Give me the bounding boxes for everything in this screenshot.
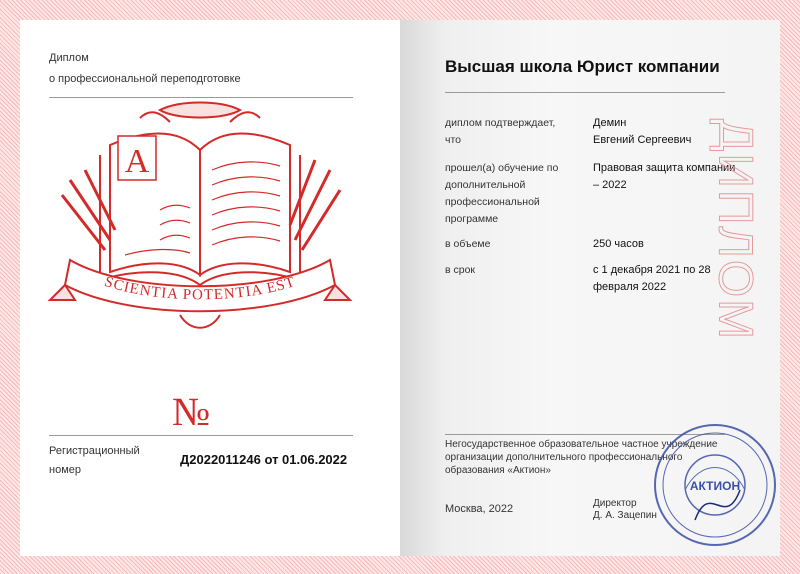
row-value: Демин [593, 117, 627, 129]
organization-line2: организации дополнительного профессионального [445, 452, 683, 463]
registration-number: Д2022011246 от 01.06.2022 [180, 452, 348, 467]
emblem-motto: SCIENTIA POTENTIA EST [102, 273, 298, 304]
left-bottom-rule [49, 435, 353, 436]
row-label: программе [445, 213, 499, 225]
reg-label-line2: номер [49, 464, 81, 476]
row-value: 250 часов [593, 238, 644, 250]
row-label: в срок [445, 264, 476, 276]
row-value: Евгений Сергеевич [593, 134, 692, 146]
row-label: в объеме [445, 238, 491, 250]
row-label: что [445, 134, 462, 146]
director-role: Директор [593, 498, 637, 509]
row-label: профессиональной [445, 196, 540, 208]
row-label: дополнительной [445, 179, 526, 191]
diploma-kind: о профессиональной переподготовке [49, 73, 241, 85]
number-sign: № [172, 389, 211, 434]
row-label: диплом подтверждает, [445, 117, 556, 129]
organization-line1: Негосударственное образовательное частное учреждение [445, 439, 718, 450]
vertical-diploma-word: ДИПЛОМ [708, 118, 762, 342]
right-top-rule [445, 92, 725, 93]
row-value: февраля 2022 [593, 281, 667, 293]
row-value: Правовая защита компании [593, 162, 736, 174]
stamp-center-text: АКТИОН [689, 479, 741, 493]
emblem-letter: А [124, 143, 150, 180]
row-value: с 1 декабря 2021 по 28 [593, 264, 711, 276]
school-title: Высшая школа Юрист компании [445, 57, 720, 76]
row-value: – 2022 [593, 179, 627, 191]
director-name: Д. А. Зацепин [593, 510, 657, 521]
row-label: прошел(а) обучение по [445, 162, 559, 174]
diploma-word: Диплом [49, 52, 89, 64]
official-stamp-icon [650, 420, 780, 550]
emblem-book-icon [40, 100, 360, 340]
reg-label-line1: Регистрационный [49, 445, 140, 457]
city-year: Москва, 2022 [445, 503, 514, 515]
organization-line3: образования «Актион» [445, 465, 551, 476]
left-top-rule [49, 97, 353, 98]
